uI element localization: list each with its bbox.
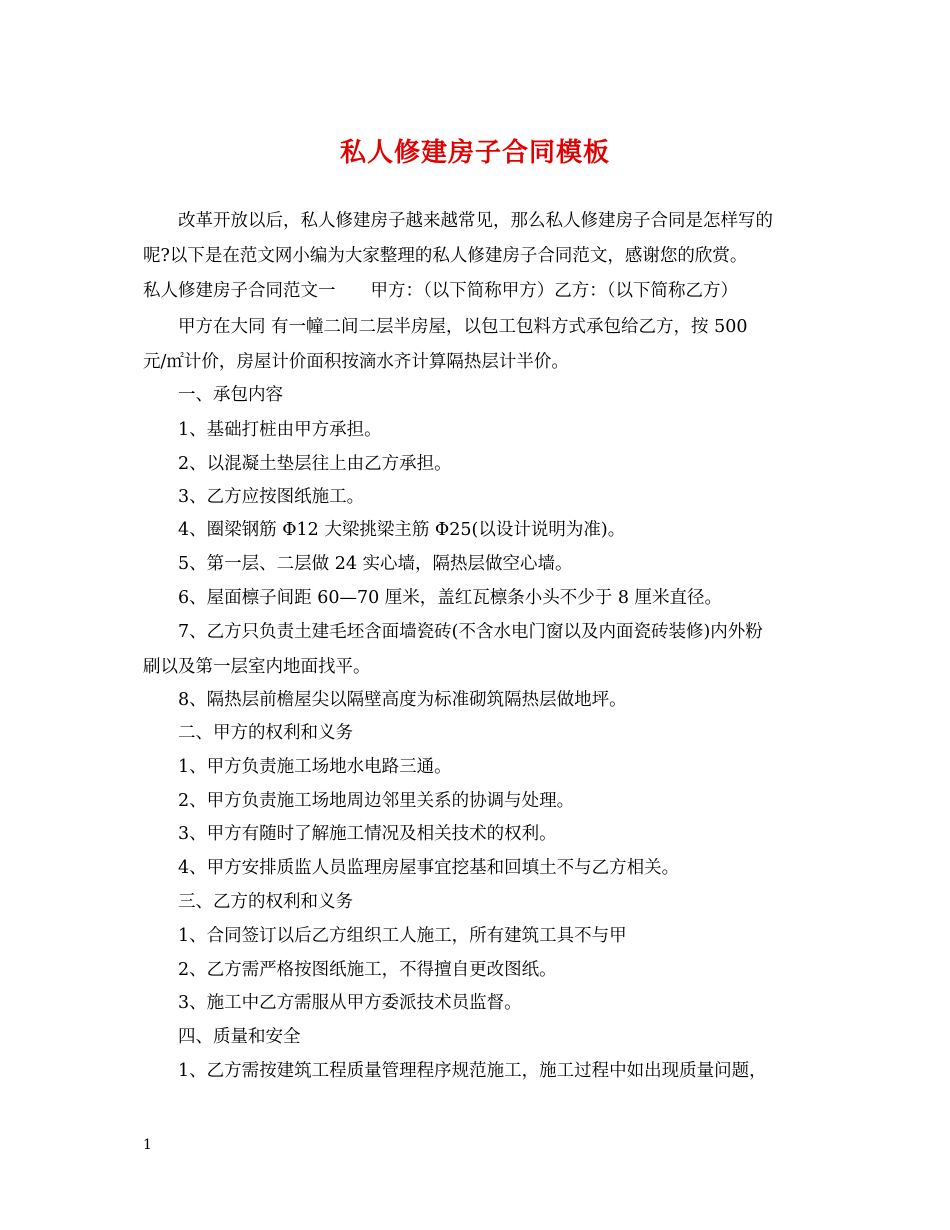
list-item: 2、乙方需严格按图纸施工，不得擅自更改图纸。 [178, 960, 557, 980]
paragraph-line: 改革开放以后，私人修建房子越来越常见，那么私人修建房子合同是怎样写的 [178, 211, 773, 231]
list-item: 6、屋面檩子间距 60—70 厘米，盖红瓦檩条小头不少于 8 厘米直径。 [178, 588, 723, 608]
section-heading: 二、甲方的权利和义务 [178, 723, 353, 743]
page-number: 1 [143, 1137, 152, 1153]
paragraph-line: 私人修建房子合同范文一 甲方：（以下简称甲方）乙方：（以下简称乙方） [143, 281, 738, 301]
list-item: 7、乙方只负责土建毛坯含面墙瓷砖(不含水电门窗以及内面瓷砖装修)内外粉 [178, 622, 763, 642]
list-item: 5、第一层、二层做 24 实心墙，隔热层做空心墙。 [178, 554, 573, 574]
list-item: 2、甲方负责施工场地周边邻里关系的协调与处理。 [178, 791, 575, 811]
section-heading: 四、质量和安全 [178, 1027, 301, 1047]
document-title: 私人修建房子合同模板 [339, 138, 610, 168]
section-heading: 三、乙方的权利和义务 [178, 892, 353, 912]
list-item: 8、隔热层前檐屋尖以隔壁高度为标准砌筑隔热层做地坪。 [178, 690, 627, 710]
list-item: 4、圈梁钢筋 Φ12 大梁挑梁主筋 Φ25(以设计说明为准)。 [178, 520, 626, 540]
list-item: 1、合同签订以后乙方组织工人施工，所有建筑工具不与甲 [178, 926, 627, 946]
list-item: 2、以混凝土垫层往上由乙方承担。 [178, 454, 452, 474]
list-item-continuation: 刷以及第一层室内地面找平。 [143, 657, 371, 677]
list-item: 3、施工中乙方需服从甲方委派技术员监督。 [178, 993, 522, 1013]
list-item: 1、乙方需按建筑工程质量管理程序规范施工，施工过程中如出现质量问题， [178, 1061, 767, 1081]
paragraph-line: 甲方在大同 有一幢二间二层半房屋，以包工包料方式承包给乙方，按 500 [178, 317, 748, 337]
list-item: 1、基础打桩由甲方承担。 [178, 420, 382, 440]
list-item: 3、乙方应按图纸施工。 [178, 487, 365, 507]
paragraph-line: 呢?以下是在范文网小编为大家整理的私人修建房子合同范文，感谢您的欣赏。 [143, 246, 748, 266]
section-heading: 一、承包内容 [178, 385, 283, 405]
paragraph-line: 元/㎡计价，房屋计价面积按滴水齐计算隔热层计半价。 [143, 352, 569, 372]
list-item: 1、甲方负责施工场地水电路三通。 [178, 757, 452, 777]
list-item: 3、甲方有随时了解施工情况及相关技术的权利。 [178, 824, 557, 844]
list-item: 4、甲方安排质监人员监理房屋事宜挖基和回填土不与乙方相关。 [178, 858, 680, 878]
